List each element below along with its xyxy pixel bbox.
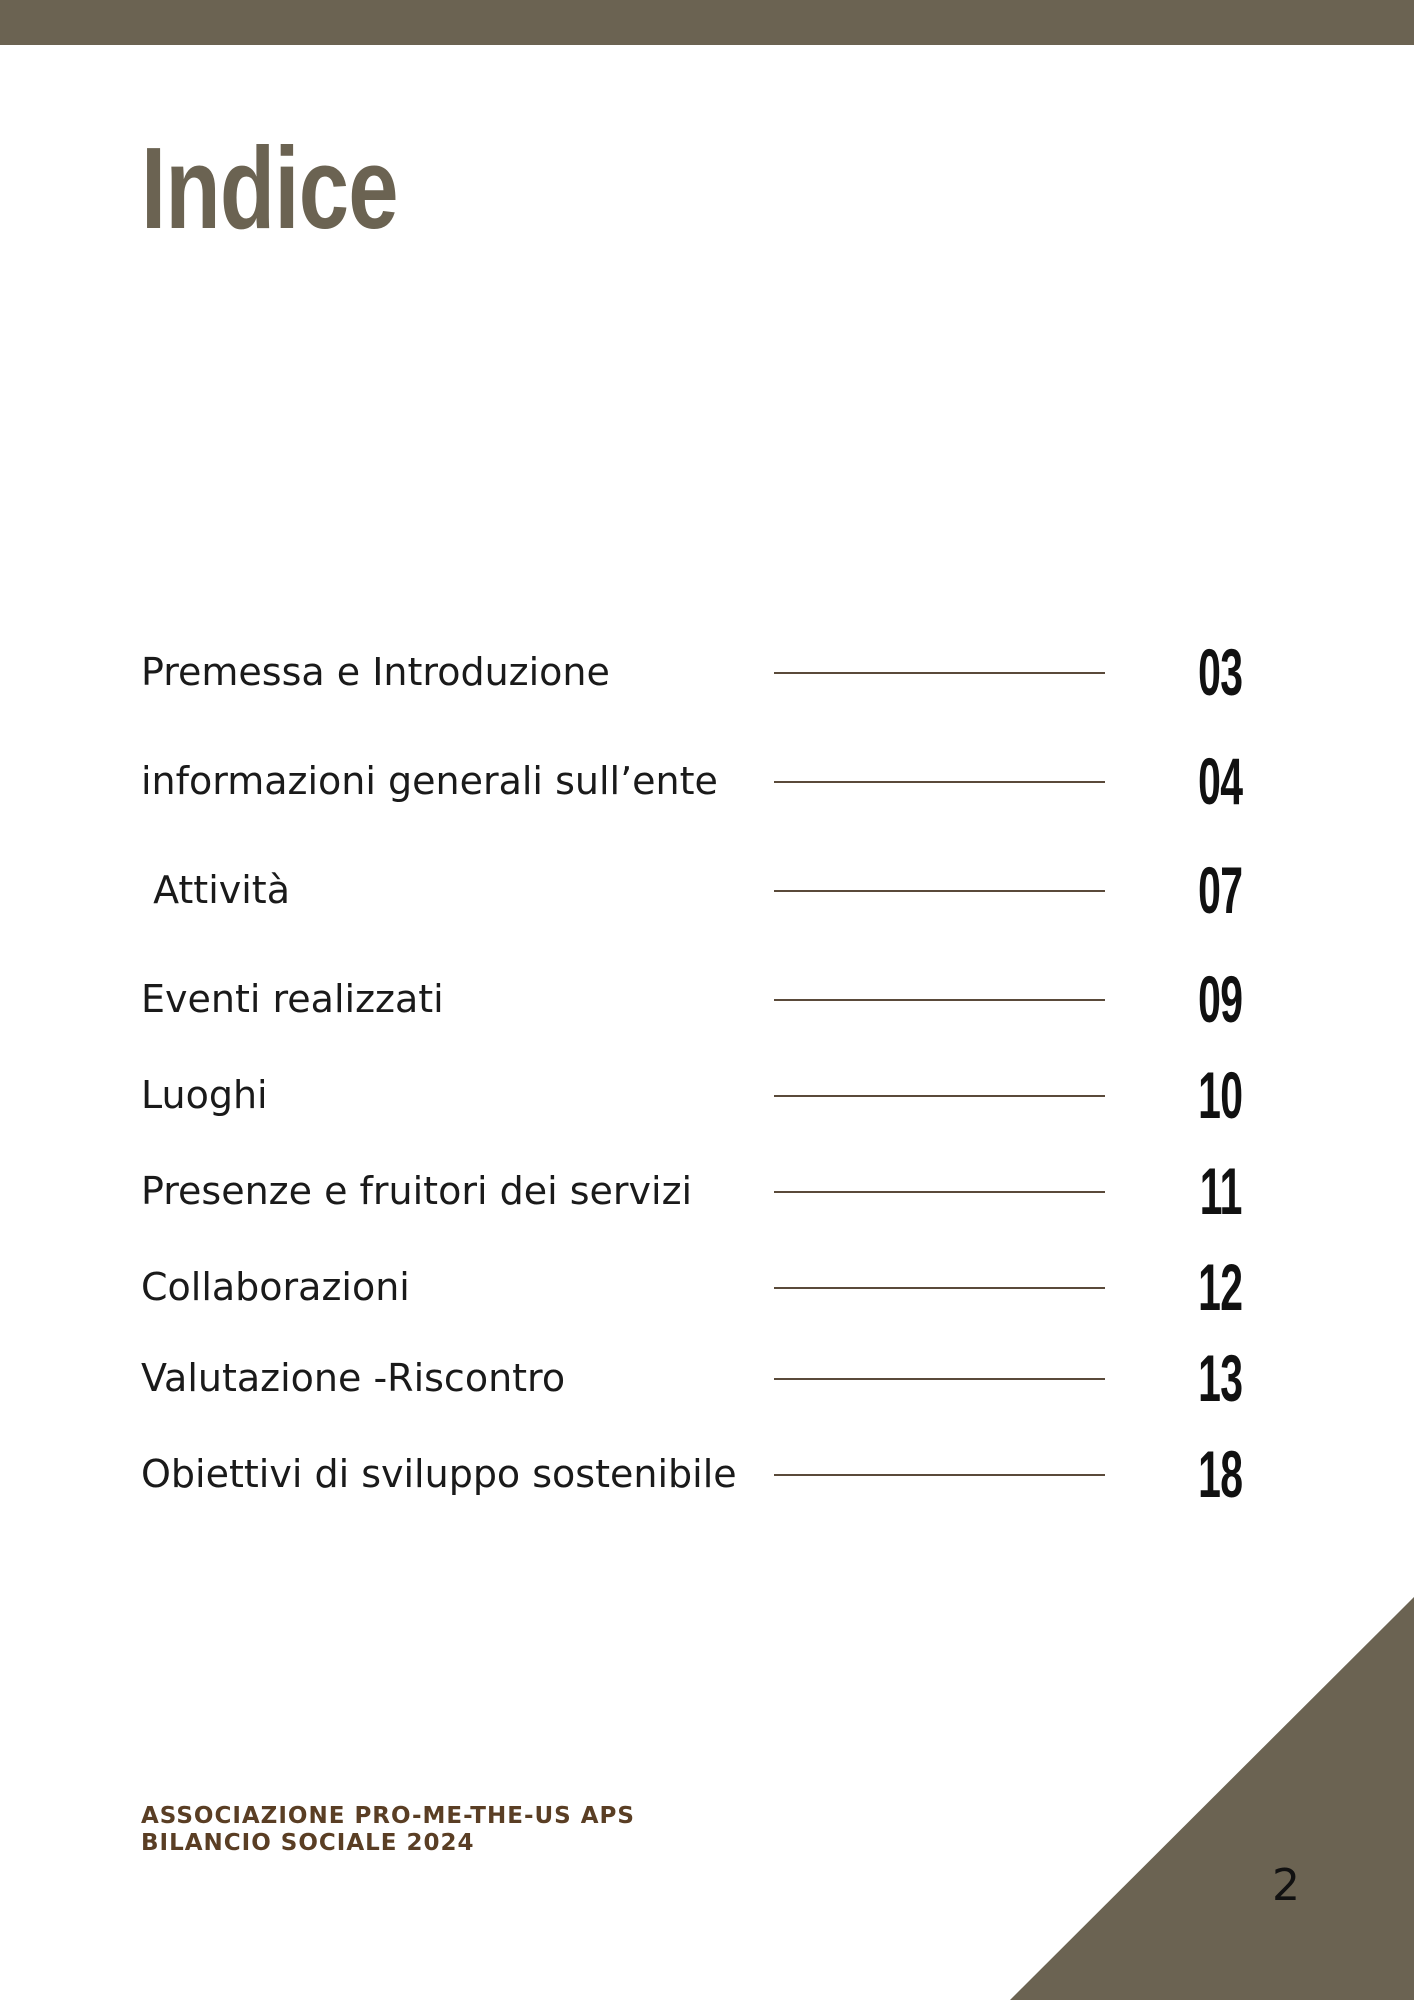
toc-leader-line <box>774 999 1105 1001</box>
toc-entry-page: 13 <box>1197 1341 1242 1415</box>
toc-leader-line <box>774 672 1105 674</box>
toc-entry-label: Eventi realizzati <box>141 977 444 1021</box>
toc-entry[interactable] <box>0 1247 1414 1327</box>
toc-entry-page: 04 <box>1197 744 1242 818</box>
toc-leader-line <box>774 1378 1105 1380</box>
page-number: 2 <box>1272 1860 1300 1911</box>
toc-entry-page: 18 <box>1197 1437 1242 1511</box>
toc-leader-line <box>774 890 1105 892</box>
toc-entry-page: 07 <box>1197 853 1242 927</box>
toc-entry[interactable] <box>0 1434 1414 1514</box>
toc-entry-label: Presenze e fruitori dei servizi <box>141 1169 693 1213</box>
toc-entry-label: informazioni generali sull’ente <box>141 759 718 803</box>
page-title: Indice <box>141 123 398 253</box>
toc-entry-page: 12 <box>1197 1250 1242 1324</box>
toc-entry-label: Collaborazioni <box>141 1265 410 1309</box>
toc-entry[interactable] <box>0 632 1414 712</box>
toc-leader-line <box>774 1287 1105 1289</box>
toc-entry-label: Luoghi <box>141 1073 268 1117</box>
toc-entry[interactable] <box>0 1151 1414 1231</box>
toc-entry-label: Valutazione -Riscontro <box>141 1356 566 1400</box>
footer-organization-name: ASSOCIAZIONE PRO-ME-THE-US APS <box>141 1803 635 1829</box>
toc-entry-page: 09 <box>1197 962 1242 1036</box>
toc-entry-page: 11 <box>1199 1154 1242 1228</box>
toc-leader-line <box>774 1474 1105 1476</box>
footer-organization <box>141 1803 635 1857</box>
toc-entry[interactable] <box>0 1055 1414 1135</box>
toc-entry[interactable] <box>0 741 1414 821</box>
toc-entry-page: 10 <box>1197 1058 1242 1132</box>
toc-leader-line <box>774 1095 1105 1097</box>
corner-triangle-decoration <box>1010 1597 1414 2000</box>
footer-report-title: BILANCIO SOCIALE 2024 <box>141 1830 475 1856</box>
toc-leader-line <box>774 781 1105 783</box>
toc-entry[interactable] <box>0 850 1414 930</box>
toc-entry-label: Attività <box>141 868 290 912</box>
toc-entry-label: Obiettivi di sviluppo sostenibile <box>141 1452 737 1496</box>
toc-entry[interactable] <box>0 1338 1414 1418</box>
toc-leader-line <box>774 1191 1105 1193</box>
toc-entry-page: 03 <box>1197 635 1242 709</box>
toc-entry-label: Premessa e Introduzione <box>141 650 610 694</box>
toc-entry[interactable] <box>0 959 1414 1039</box>
